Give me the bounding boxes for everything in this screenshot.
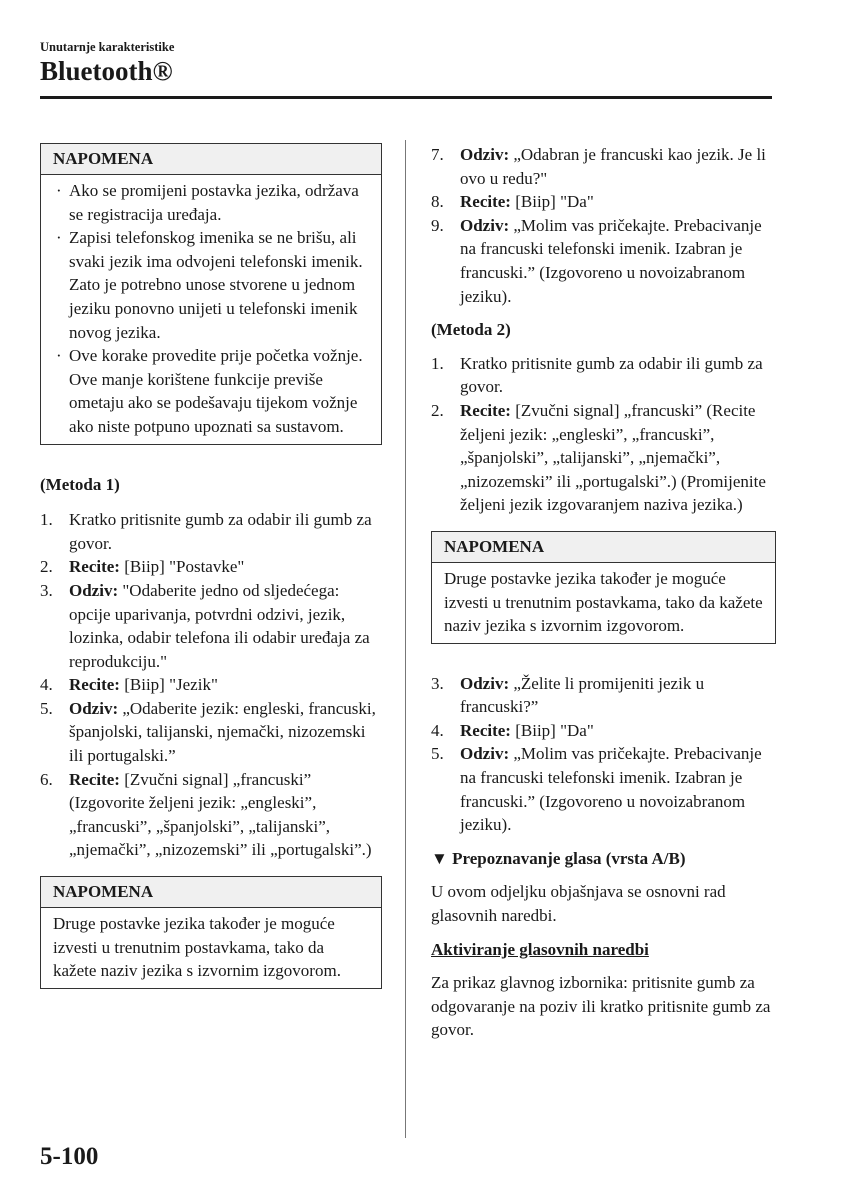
note-box-3 (431, 531, 776, 644)
step-item: 7. Odziv: „Odabran je francuski kao jezik. Je li ovo u redu?" (431, 145, 766, 188)
step-item: 2. Recite: [Zvučni signal] „francuski” (Recite željeni jezik: „engleski”, „francuski”, „španjolski”, „talijanski”, „njemački”, „nizozemski” ili „portugalski”.) (Promijenite željeni jezik izgovaranjem naziva jezika.) (431, 400, 766, 515)
bullet-dot: · (56, 346, 62, 366)
note-bullet: · Ako se promijeni postavka jezika, održava se registracija uređaja. (56, 181, 359, 224)
step-list-method-1 (40, 508, 382, 862)
note-box-1-title: NAPOMENA (41, 144, 381, 175)
activate-voice-commands-heading: Aktiviranje glasovnih naredbi (431, 939, 649, 959)
bullet-dot: · (56, 181, 62, 200)
step-item: 1. Kratko pritisnite gumb za odabir ili gumb za govor. (431, 353, 763, 397)
note-bullet: · Ove korake provedite prije početka vožnje. Ove manje korištene funkcije previše ometaju ako se podešavaju tijekom vožnje ako niste potpuno upoznati sa sustavom. (56, 346, 363, 436)
bullet-dot: · (56, 228, 62, 248)
note-box-1 (40, 143, 382, 445)
voice-recognition-text: U ovom odjeljku objašnjava se osnovni rad glasovnih naredbi. (431, 882, 726, 926)
note-box-2 (40, 876, 382, 989)
column-divider (405, 140, 406, 1138)
activate-voice-commands-text: Za prikaz glavnog izbornika: pritisnite gumb za odgovaranje na poziv ili kratko pritisnite gumb za govor. (431, 973, 771, 1040)
header-rule (40, 96, 772, 99)
page-title: Bluetooth® (40, 56, 173, 86)
step-item: 8. Recite: [Biip] "Da" (431, 192, 594, 212)
step-item: 2. Recite: [Biip] "Postavke" (40, 557, 245, 577)
note-box-3-body: Druge postavke jezika također je moguće izvesti u trenutnim postavkama, tako da kažete naziv jezika s izvornim izgovorom. (444, 568, 763, 636)
section-subtitle: Unutarnje karakteristike (40, 40, 175, 54)
voice-recognition-heading: ▼ Prepoznavanje glasa (vrsta A/B) (431, 848, 686, 868)
note-bullet: · Zapisi telefonskog imenika se ne brišu, ali svaki jezik ima odvojeni telefonski imenik. Zato je potrebno unose stvorene u jednom jeziku ponovno unijeti u telefonski imenik novog jezika. (56, 228, 363, 342)
method-2-title: (Metoda 2) (431, 320, 511, 340)
step-item: 1. Kratko pritisnite gumb za odabir ili gumb za govor. (40, 510, 372, 553)
step-item: 9. Odziv: „Molim vas pričekajte. Prebacivanje na francuski telefonski imenik. Izabran je francuski.” (Izgovoreno u novoizabranom jeziku). (431, 215, 762, 306)
step-list-method-1-cont (431, 143, 776, 308)
page-number: 5-100 (40, 1143, 99, 1170)
step-item: 5. Odziv: „Molim vas pričekajte. Prebacivanje na francuski telefonski imenik. Izabran je francuski.” (Izgovoreno u novoizabranom jeziku). (431, 744, 762, 835)
note-box-3-title: NAPOMENA (432, 532, 775, 563)
step-item: 6. Recite: [Zvučni signal] „francuski” (Izgovorite željeni jezik: „engleski”, „francuski”, „španjolski”, „talijanski”, „njemački”, „nizozemski” ili „portugalski”.) (40, 769, 372, 860)
step-list-method-2 (431, 352, 776, 517)
step-list-method-2-cont (431, 672, 776, 837)
note-box-1-body (41, 175, 381, 444)
note-box-2-title: NAPOMENA (41, 877, 381, 908)
step-item: 3. Odziv: "Odaberite jedno od sljedećega: opcije uparivanja, potvrdni odzivi, jezik, lozinka, odabir telefona ili odabir uređaja za reprodukciju." (40, 580, 370, 671)
note-box-2-body: Druge postavke jezika također je moguće izvesti u trenutnim postavkama, tako da kažete naziv jezika s izvornim izgovorom. (53, 914, 341, 981)
step-item: 5. Odziv: „Odaberite jezik: engleski, francuski, španjolski, talijanski, njemački, nizozemski ili portugalski.” (40, 698, 376, 766)
step-item: 3. Odziv: „Želite li promijeniti jezik u francuski?” (431, 673, 705, 717)
left-column (40, 143, 382, 989)
step-item: 4. Recite: [Biip] "Jezik" (40, 675, 218, 695)
right-column (431, 143, 776, 1042)
step-item: 4. Recite: [Biip] "Da" (431, 720, 594, 740)
method-1-title: (Metoda 1) (40, 474, 120, 494)
